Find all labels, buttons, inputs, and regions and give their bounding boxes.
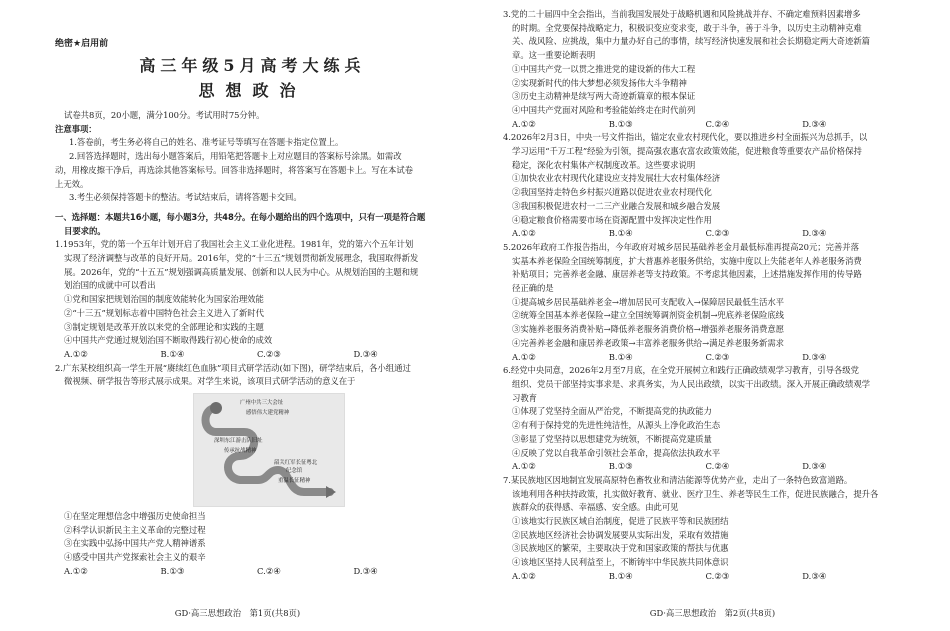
statement-item: ④反映了党以自我革命引领社会革命，提高依法执政水平 <box>512 447 721 458</box>
question-stem-line: 学习运用“千万工程”经验为引领，提高强农惠农富农政策效能，促进粮食等重要农产品价格保持 <box>512 146 862 157</box>
option-d[interactable]: D.③④ <box>802 351 827 362</box>
statement-item: ④中国共产党通过规划治国不断取得践行初心使命的成效 <box>64 335 273 346</box>
question-stem-line: 7.某民族地区因地制宜发展高原特色畜牧业和清洁能源等优势产业，走出了一条特色致富道路。 <box>503 474 853 485</box>
note-line: 3.考生必须保持答题卡的整洁。考试结束后，请将答题卡交回。 <box>69 192 302 203</box>
question-5 <box>503 241 899 364</box>
statement-item: ②我国坚持走特色乡村振兴道路以促进农业农村现代化 <box>512 187 712 198</box>
figure-label: 韶关红军长征粤北 <box>274 460 318 467</box>
option-b[interactable]: B.①④ <box>608 351 633 362</box>
option-d[interactable]: D.③④ <box>802 118 827 129</box>
secret-label: 绝密★启用前 <box>55 39 109 49</box>
start-marker <box>210 402 222 414</box>
option-b[interactable]: B.①④ <box>608 570 633 581</box>
page-footer: GD·高三思想政治 第1页(共8页) <box>174 608 301 618</box>
question-stem-line: 组织、党员干部坚持实事求是、求真务实，为人民出政绩，以实干出政绩。深入开展正确政绩观学 <box>512 378 870 389</box>
option-d[interactable]: D.③④ <box>353 348 378 359</box>
option-b[interactable]: B.①④ <box>608 228 633 239</box>
question-1 <box>55 238 450 361</box>
exam-title: 高三年级5月高考大练兵 <box>139 56 366 75</box>
option-a[interactable]: A.①② <box>512 118 536 129</box>
option-d[interactable]: D.③④ <box>802 461 827 472</box>
option-b[interactable]: B.①③ <box>160 565 185 576</box>
question-stem-line: 4.2026年2月3日，中央一号文件指出，锚定农业农村现代化，要以推进乡村全面振兴为总抓手，以 <box>503 132 868 143</box>
question-stem-line: 补贴项目；完善养老金融、康居养老等支持政策。不考虑其他因素，上述措施发挥作用的传导路 <box>512 269 862 280</box>
statement-item: ④该地区坚持人民利益至上，不断铸牢中华民族共同体意识 <box>512 557 729 568</box>
statement-item: ①加快农业农村现代化建设应支持发展壮大农村集体经济 <box>512 173 721 184</box>
page-2-content <box>503 8 899 584</box>
option-a[interactable]: A.①② <box>64 348 88 359</box>
figure-label: 广州中共三大会址 <box>240 400 284 407</box>
question-stem-line: 1.1953年，党的第一个五年计划开启了我国社会主义工业化进程。1981年，党的第六个五年计划 <box>55 239 414 250</box>
answer-options <box>503 351 899 365</box>
statement-item: ③在实践中弘扬中国共产党人精神谱系 <box>64 538 206 549</box>
option-c[interactable]: C.②③ <box>705 351 730 362</box>
question-stem-line: 的时期。全党要保持战略定力，积极识变应变求变，敢于斗争，善于斗争，以历史主动精神克难 <box>512 22 862 33</box>
answer-options <box>55 348 450 362</box>
question-stem-line: 稳定，深化农村集体产权制度改革。这些要求说明 <box>512 159 696 170</box>
option-b[interactable]: B.①③ <box>608 118 633 129</box>
statement-item: ①党和国家把规划治国的制度效能转化为国家治理效能 <box>64 294 264 305</box>
option-c[interactable]: C.②④ <box>705 461 730 472</box>
note-line: 2.回答选择题时，选出每小题答案后，用铅笔把答题卡上对应题目的答案标号涂黑。如需改 <box>69 151 402 162</box>
question-stem-line: 划治国的成就中可以看出 <box>64 280 156 291</box>
figure-label: 深圳东江游击队旧址 <box>214 438 263 445</box>
option-c[interactable]: C.②③ <box>705 228 730 239</box>
note-line: 上无效。 <box>55 178 89 189</box>
statement-item: ④完善养老金融和康居养老政策→丰富养老服务供给→满足养老服务新需求 <box>512 337 785 348</box>
option-a[interactable]: A.①② <box>64 565 88 576</box>
question-stem-line: 该地利用各种扶持政策，扎实做好教育、就业、医疗卫生、养老等民生工作，促进民族融合，提升各 <box>512 488 879 499</box>
option-a[interactable]: A.①② <box>512 228 536 239</box>
page-1-content <box>55 36 450 579</box>
question-stem-line: 3.党的二十届四中全会指出，当前我国发展处于战略机遇和风险挑战并存、不确定难预料因素增多 <box>503 9 861 19</box>
answer-options <box>503 460 899 474</box>
page-footer: GD·高三思想政治 第2页(共8页) <box>649 608 776 618</box>
question-stem-line: 径正确的是 <box>512 283 554 294</box>
option-d[interactable]: D.③④ <box>802 228 827 239</box>
statement-item: ③制定规划是改革开放以来党的全部理论和实践的主题 <box>64 321 264 332</box>
statement-item: ②“十三五”规划标志着中国特色社会主义进入了新时代 <box>64 307 264 318</box>
question-7 <box>503 474 899 584</box>
statement-item: ②实现新时代的伟大梦想必须发扬伟大斗争精神 <box>512 77 687 88</box>
exam-info: 试卷共8页，20小题，满分100分。考试用时75分钟。 <box>64 110 265 120</box>
note-line: 动，用橡皮擦干净后，再选涂其他答案标号。回答非选择题时，将答案写在答题卡上。写在本试卷 <box>55 164 413 175</box>
answer-options <box>503 570 899 584</box>
statement-item: ③民族地区的繁荣，主要取决于党和国家政策的帮扶与优惠 <box>512 543 729 554</box>
figure-label: 重温长征精神 <box>278 478 311 485</box>
statement-item: ①中国共产党一以贯之推进党的建设新的伟大工程 <box>512 63 696 74</box>
statement-item: ③实施养老服务消费补贴→降低养老服务消费价格→增强养老服务消费意愿 <box>512 324 785 335</box>
option-a[interactable]: A.①② <box>512 570 536 581</box>
statement-item: ①在坚定理想信念中增强历史使命担当 <box>64 511 206 522</box>
answer-options <box>503 227 899 241</box>
statement-item: ①提高城乡居民基础养老金→增加居民可支配收入→保障居民最低生活水平 <box>512 296 785 307</box>
statement-item: ③历史主动精神是续写两大奇迹新篇章的根本保证 <box>512 91 696 102</box>
statement-item: ①体现了党坚持全面从严治党，不断提高党的执政能力 <box>512 406 712 417</box>
section-heading: 一、选择题：本题共16小题，每小题3分，共48分。在每小题给出的四个选项中，只有一项是符合题 <box>55 211 426 222</box>
statement-item: ②科学认识新民主主义革命的完整过程 <box>64 524 206 535</box>
section-heading: 目要求的。 <box>64 225 106 236</box>
notes-heading: 注意事项： <box>55 123 97 134</box>
question-stem-line: 族群众的获得感、幸福感、安全感。由此可见 <box>512 502 679 513</box>
option-b[interactable]: B.①④ <box>160 348 185 359</box>
option-c[interactable]: C.②③ <box>705 570 730 581</box>
option-a[interactable]: A.①② <box>512 461 536 472</box>
option-d[interactable]: D.③④ <box>802 570 827 581</box>
question-2 <box>55 362 450 579</box>
answer-options <box>55 565 450 579</box>
figure-label: 感悟伟大建党精神 <box>246 410 290 417</box>
statement-item: ②统筹全国基本养老保险→建立全国统筹调剂资金机制→兜底养老保险底线 <box>512 310 785 321</box>
question-stem-line: 章。这一重要论断表明 <box>512 50 596 61</box>
question-stem-line: 习教育 <box>512 392 537 403</box>
statement-item: ③彰显了党坚持以思想建党为统领，不断提高党建质量 <box>512 433 712 444</box>
figure-label: 纪念馆 <box>286 468 303 475</box>
question-stem-line: 6.经党中央同意，2026年2月至7月底，在全党开展树立和践行正确政绩观学习教育，引导各级党 <box>503 365 859 376</box>
option-c[interactable]: C.②④ <box>257 565 281 576</box>
figure-label: 传承抗战精神 <box>224 448 257 455</box>
study-route-figure <box>193 393 345 507</box>
question-stem-line: 关、战风险、应挑战，集中力量办好自己的事情，续写经济快速发展和社会长期稳定两大奇迹新篇 <box>512 36 870 47</box>
statement-item: ④感受中国共产党探索社会主义的艰辛 <box>64 552 206 563</box>
question-stem-line: 2.广东某校组织高一学生开展“赓续红色血脉”项目式研学活动(如下图)，研学结束后，各小组通过 <box>55 362 411 373</box>
statement-item: ④稳定粮食价格需要市场在资源配置中发挥决定性作用 <box>512 214 712 225</box>
statement-item: ①该地实行民族区域自治制度，促进了民族平等和民族团结 <box>512 516 729 527</box>
option-a[interactable]: A.①② <box>512 351 536 362</box>
question-3 <box>503 8 899 131</box>
note-line: 1.答卷前，考生务必将自己的姓名、准考证号等填写在答题卡指定位置上。 <box>69 137 344 148</box>
question-stem-line: 实基本养老保险全国统筹制度，扩大普惠养老服务供给，实施中度以上失能老年人养老服务消费 <box>512 255 862 266</box>
statement-item: ②有利于保持党的先进性纯洁性，从源头上净化政治生态 <box>512 420 721 431</box>
option-b[interactable]: B.①③ <box>608 461 633 472</box>
statement-item: ④中国共产党面对风险和考验能始终走在时代前列 <box>512 104 696 115</box>
question-stem-line: 5.2026年政府工作报告指出，今年政府对城乡居民基础养老金月最低标准再提高20元；完善并落 <box>503 241 859 252</box>
answer-options <box>503 118 899 132</box>
arrow-head <box>326 486 336 498</box>
subject-title: 思想政治 <box>198 81 307 100</box>
option-c[interactable]: C.②④ <box>705 118 730 129</box>
question-stem-line: 微视频、研学报告等形式展示成果。对学生来说，该项目式研学活动的意义在于 <box>64 376 356 387</box>
question-6 <box>503 364 899 474</box>
question-stem-line: 实现了经济调整与改革的良好开局。2016年，党的“十三五”规划贯彻新发展理念，我国取得新发 <box>64 253 419 264</box>
question-4 <box>503 131 899 241</box>
option-c[interactable]: C.②③ <box>257 348 281 359</box>
question-stem-line: 展。2026年，党的“十五五”规划强调高质量发展、创新和以人民为中心。从规划治国的主题和规 <box>64 266 419 277</box>
statement-item: ③我国积极促进农村一二三产业融合发展和城乡融合发展 <box>512 200 721 211</box>
statement-item: ②民族地区经济社会协调发展要从实际出发，采取有效措施 <box>512 529 729 540</box>
option-d[interactable]: D.③④ <box>353 565 378 576</box>
